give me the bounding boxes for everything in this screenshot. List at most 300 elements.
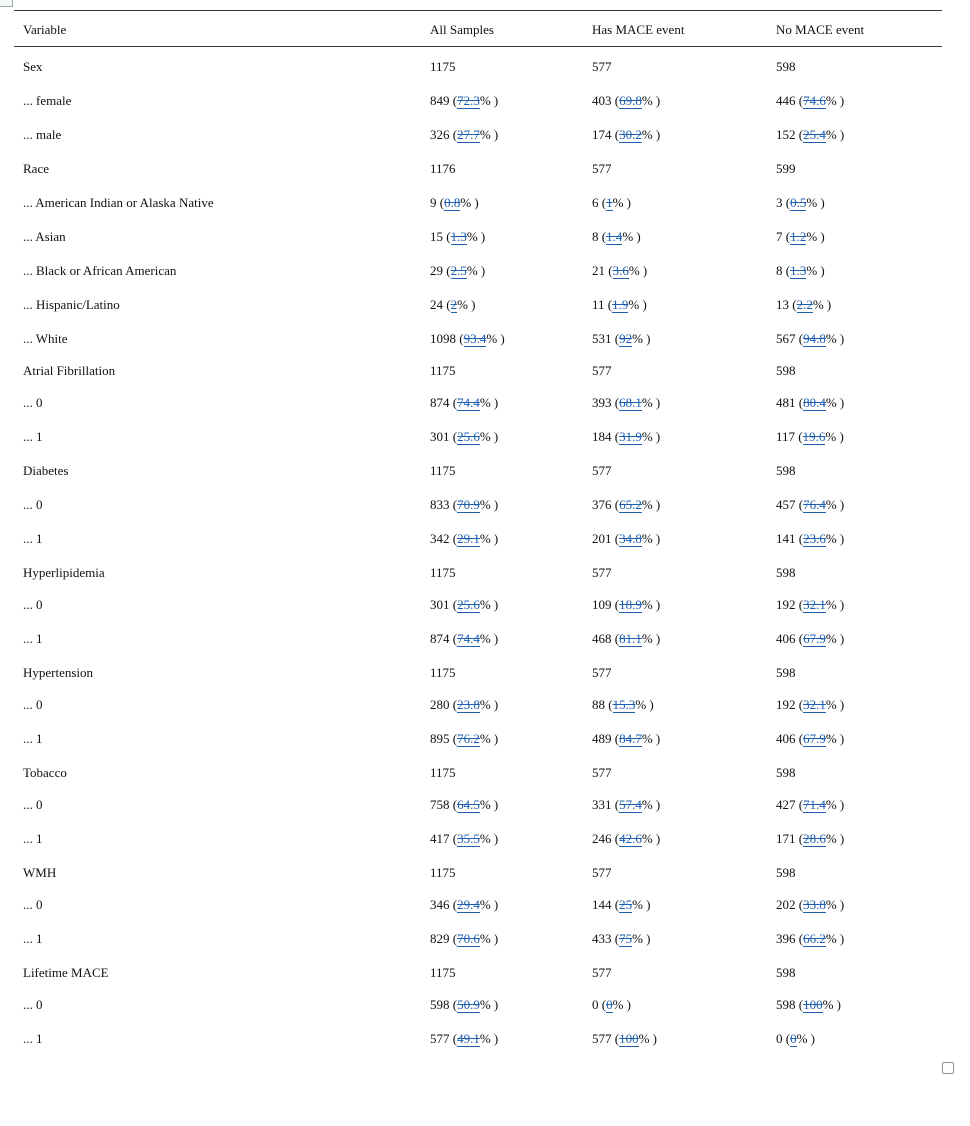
count-value: 531: [592, 331, 612, 346]
count-value: 9: [430, 195, 437, 210]
row-label: Tobacco: [23, 765, 67, 780]
percent-link[interactable]: 1.3: [450, 229, 467, 244]
count-value: 577: [592, 463, 612, 478]
pct-close-paren: % ): [612, 195, 632, 210]
row-label: Hyperlipidemia: [23, 565, 105, 580]
cell-has: [592, 228, 641, 245]
table-row: [14, 428, 942, 445]
percent-link[interactable]: 74.4: [457, 631, 480, 646]
percent-link[interactable]: 71.4: [803, 797, 826, 812]
percent-link[interactable]: 74.4: [457, 395, 480, 410]
percent-link[interactable]: 42.6: [619, 831, 642, 846]
cell-has: [592, 362, 612, 379]
pct-open-paren: (: [452, 531, 458, 546]
percent-link[interactable]: 35.5: [457, 831, 480, 846]
pct-open-paren: (: [785, 1031, 791, 1046]
count-value: 598: [430, 997, 450, 1012]
pct-close-paren: % ): [479, 497, 499, 512]
count-value: 577: [592, 363, 612, 378]
percent-link[interactable]: 23.6: [803, 531, 826, 546]
pct-close-paren: % ): [479, 831, 499, 846]
cell-all: [430, 160, 456, 177]
percent-link[interactable]: 100: [803, 997, 823, 1012]
pct-open-paren: (: [452, 631, 458, 646]
table-row: [14, 92, 942, 109]
percent-link[interactable]: 27.7: [457, 127, 480, 142]
percent-link[interactable]: 1.4: [606, 229, 623, 244]
pct-open-paren: (: [452, 897, 458, 912]
cell-has: [592, 764, 612, 781]
percent-link[interactable]: 2.2: [796, 297, 813, 312]
count-value: 446: [776, 93, 796, 108]
pct-close-paren: % ): [812, 297, 832, 312]
pct-close-paren: % ): [479, 797, 499, 812]
percent-link[interactable]: 0: [606, 997, 613, 1012]
percent-link[interactable]: 69.8: [619, 93, 642, 108]
count-value: 342: [430, 531, 450, 546]
pct-open-paren: (: [614, 631, 620, 646]
row-label: Diabetes: [23, 463, 69, 478]
count-value: 1175: [430, 463, 456, 478]
table-row: [14, 58, 942, 75]
pct-close-paren: % ): [479, 597, 499, 612]
count-value: 15: [430, 229, 443, 244]
count-value: 406: [776, 731, 796, 746]
pct-close-paren: % ): [825, 331, 845, 346]
pct-open-paren: (: [614, 597, 620, 612]
pct-open-paren: (: [452, 1031, 458, 1046]
pct-close-paren: % ): [622, 229, 641, 244]
cell-no: [776, 564, 796, 581]
cell-no: [776, 1030, 815, 1047]
pct-open-paren: (: [452, 597, 458, 612]
cell-no: [776, 964, 796, 981]
table-row: [14, 996, 942, 1013]
cell-has: [592, 896, 651, 913]
percent-link[interactable]: 100: [619, 1031, 639, 1046]
count-value: 3: [776, 195, 783, 210]
table-row: [14, 596, 942, 613]
cell-no: [776, 864, 796, 881]
cell-all: [430, 796, 498, 813]
pct-open-paren: (: [785, 263, 791, 278]
count-value: 833: [430, 497, 450, 512]
count-value: 577: [592, 161, 612, 176]
percent-link[interactable]: 2: [450, 297, 458, 312]
count-value: 21: [592, 263, 605, 278]
percent-link[interactable]: 93.4: [463, 331, 487, 346]
pct-close-paren: % ): [479, 897, 499, 912]
percent-link[interactable]: 30.2: [619, 127, 642, 142]
pct-close-paren: % ): [641, 429, 661, 444]
pct-open-paren: (: [798, 831, 804, 846]
count-value: 0: [776, 1031, 783, 1046]
percent-link[interactable]: 25.6: [457, 429, 480, 444]
count-value: 489: [592, 731, 612, 746]
cell-no: [776, 996, 841, 1013]
count-value: 598: [776, 765, 796, 780]
pct-close-paren: % ): [632, 897, 651, 912]
pct-open-paren: (: [798, 997, 804, 1012]
count-value: 29: [430, 263, 443, 278]
cell-no: [776, 730, 844, 747]
count-value: 326: [430, 127, 450, 142]
cell-all: [430, 764, 456, 781]
percent-link[interactable]: 1.3: [790, 263, 807, 278]
table-row: [14, 194, 942, 211]
percent-link[interactable]: 57.4: [619, 797, 642, 812]
count-value: 598: [776, 565, 796, 580]
percent-link[interactable]: 92: [619, 331, 633, 346]
row-label: ... 0: [23, 395, 43, 410]
pct-open-paren: (: [608, 263, 613, 278]
pct-close-paren: % ): [641, 797, 661, 812]
pct-close-paren: % ): [825, 497, 845, 512]
pct-close-paren: % ): [628, 297, 647, 312]
count-value: 8: [592, 229, 599, 244]
pct-close-paren: % ): [635, 697, 654, 712]
pct-close-paren: % ): [479, 531, 499, 546]
header-no-mace: No MACE event: [776, 22, 865, 37]
count-value: 403: [592, 93, 612, 108]
count-value: 109: [592, 597, 612, 612]
row-label: ... 0: [23, 497, 43, 512]
cell-no: [776, 930, 844, 947]
percent-link[interactable]: 23.8: [457, 697, 480, 712]
count-value: 567: [776, 331, 796, 346]
cell-no: [776, 262, 825, 279]
percent-link[interactable]: 70.6: [457, 931, 480, 946]
count-value: 1175: [430, 59, 456, 74]
pct-close-paren: % ): [641, 831, 661, 846]
table-row: [14, 664, 942, 681]
count-value: 13: [776, 297, 789, 312]
percent-link[interactable]: 31.9: [619, 429, 642, 444]
pct-close-paren: % ): [641, 395, 661, 410]
pct-close-paren: % ): [825, 597, 845, 612]
percent-link[interactable]: 33.8: [803, 897, 826, 912]
cell-all: [430, 262, 485, 279]
percent-link[interactable]: 19.6: [802, 429, 826, 444]
cell-no: [776, 796, 844, 813]
pct-open-paren: (: [614, 897, 620, 912]
percent-link[interactable]: 1.9: [612, 297, 629, 312]
count-value: 0: [592, 997, 599, 1012]
percent-link[interactable]: 0.8: [444, 195, 461, 210]
pct-close-paren: % ): [479, 997, 499, 1012]
pct-open-paren: (: [452, 931, 458, 946]
pct-open-paren: (: [446, 229, 451, 244]
percent-link[interactable]: 25.6: [457, 597, 480, 612]
pct-open-paren: (: [452, 497, 458, 512]
pct-open-paren: (: [798, 497, 804, 512]
table-row: [14, 496, 942, 513]
pct-close-paren: % ): [632, 331, 651, 346]
count-value: 468: [592, 631, 612, 646]
cell-has: [592, 630, 660, 647]
cell-all: [430, 630, 498, 647]
percent-link[interactable]: 1.2: [790, 229, 807, 244]
cell-all: [430, 930, 498, 947]
percent-link[interactable]: 74.6: [803, 93, 826, 108]
pct-open-paren: (: [785, 195, 791, 210]
cell-has: [592, 296, 647, 313]
cell-has: [592, 664, 612, 681]
pct-open-paren: (: [452, 93, 458, 108]
cell-no: [776, 596, 844, 613]
cell-all: [430, 362, 456, 379]
count-value: 1175: [430, 865, 456, 880]
count-value: 117: [776, 429, 796, 444]
percent-link[interactable]: 3.6: [612, 263, 629, 278]
count-value: 577: [430, 1031, 450, 1046]
percent-link[interactable]: 75: [619, 931, 633, 946]
cell-no: [776, 126, 844, 143]
pct-close-paren: % ): [825, 731, 845, 746]
count-value: 301: [430, 597, 450, 612]
row-label: ... 1: [23, 1031, 43, 1046]
pct-close-paren: % ): [641, 597, 661, 612]
table-row: [14, 394, 942, 411]
cell-no: [776, 330, 844, 347]
pct-open-paren: (: [614, 797, 620, 812]
table-row: [14, 1030, 942, 1047]
table-row: [14, 362, 942, 379]
pct-open-paren: (: [785, 229, 791, 244]
percent-link[interactable]: 15.3: [612, 697, 636, 712]
cell-has: [592, 864, 612, 881]
count-value: 457: [776, 497, 796, 512]
header-all-samples: All Samples: [430, 22, 494, 37]
cell-has: [592, 996, 631, 1013]
percent-link[interactable]: 49.1: [457, 1031, 480, 1046]
percent-link[interactable]: 1: [606, 195, 613, 210]
count-value: 174: [592, 127, 612, 142]
cell-no: [776, 496, 844, 513]
table-row: [14, 964, 942, 981]
cell-no: [776, 160, 796, 177]
pct-open-paren: (: [601, 195, 607, 210]
count-value: 481: [776, 395, 796, 410]
pct-close-paren: % ): [825, 697, 845, 712]
pct-open-paren: (: [798, 931, 804, 946]
pct-open-paren: (: [798, 395, 804, 410]
pct-open-paren: (: [452, 395, 458, 410]
cell-all: [430, 896, 498, 913]
count-value: 141: [776, 531, 796, 546]
percent-link[interactable]: 67.9: [803, 631, 826, 646]
cell-has: [592, 160, 612, 177]
cell-has: [592, 730, 660, 747]
count-value: 201: [592, 531, 612, 546]
percent-link[interactable]: 81.1: [619, 631, 642, 646]
cell-no: [776, 664, 796, 681]
cell-has: [592, 330, 651, 347]
cell-all: [430, 394, 498, 411]
percent-link[interactable]: 65.2: [619, 497, 642, 512]
cell-all: [430, 194, 479, 211]
pct-close-paren: % ): [796, 1031, 816, 1046]
percent-link[interactable]: 66.2: [803, 931, 826, 946]
cell-has: [592, 1030, 657, 1047]
percent-link[interactable]: 32.1: [803, 597, 826, 612]
pct-open-paren: (: [607, 297, 613, 312]
pct-close-paren: % ): [628, 263, 648, 278]
count-value: 1175: [430, 565, 456, 580]
row-label: WMH: [23, 865, 57, 880]
pct-open-paren: (: [798, 631, 804, 646]
cell-all: [430, 564, 456, 581]
cell-has: [592, 394, 660, 411]
percent-link[interactable]: 76.4: [803, 497, 826, 512]
count-value: 598: [776, 997, 796, 1012]
row-label: Sex: [23, 59, 43, 74]
pct-open-paren: (: [798, 797, 804, 812]
cell-has: [592, 530, 660, 547]
percent-link[interactable]: 25.4: [803, 127, 826, 142]
cell-no: [776, 58, 796, 75]
pct-open-paren: (: [798, 697, 804, 712]
percent-link[interactable]: 29.1: [457, 531, 480, 546]
pct-open-paren: (: [798, 93, 804, 108]
cell-has: [592, 58, 612, 75]
cell-no: [776, 428, 844, 445]
table-row: [14, 462, 942, 479]
table-row: [14, 764, 942, 781]
table-row: [14, 930, 942, 947]
percent-link[interactable]: 94.8: [803, 331, 826, 346]
count-value: 11: [592, 297, 605, 312]
pct-close-paren: % ): [825, 429, 844, 444]
percent-link[interactable]: 25: [619, 897, 633, 912]
pct-open-paren: (: [608, 697, 613, 712]
pct-open-paren: (: [452, 429, 458, 444]
pct-close-paren: % ): [632, 931, 651, 946]
cell-has: [592, 930, 651, 947]
cell-has: [592, 194, 631, 211]
pct-open-paren: (: [798, 531, 804, 546]
count-value: 1175: [430, 665, 456, 680]
pct-close-paren: % ): [825, 395, 845, 410]
cell-all: [430, 428, 498, 445]
pct-open-paren: (: [798, 597, 804, 612]
count-value: 598: [776, 463, 796, 478]
percent-link[interactable]: 50.9: [457, 997, 480, 1012]
row-label: ... 0: [23, 797, 43, 812]
count-value: 874: [430, 395, 450, 410]
cell-all: [430, 296, 476, 313]
pct-close-paren: % ): [641, 497, 661, 512]
row-label: ... 1: [23, 731, 43, 746]
cell-no: [776, 228, 825, 245]
count-value: 192: [776, 597, 796, 612]
percent-link[interactable]: 29.4: [457, 897, 480, 912]
pct-close-paren: % ): [825, 797, 845, 812]
percent-link[interactable]: 76.2: [457, 731, 480, 746]
percent-link[interactable]: 80.4: [803, 395, 826, 410]
cell-all: [430, 830, 498, 847]
pct-close-paren: % ): [466, 263, 486, 278]
row-label: ... 0: [23, 597, 43, 612]
percent-link[interactable]: 0.5: [790, 195, 807, 210]
pct-open-paren: (: [614, 127, 620, 142]
row-label: ... Hispanic/Latino: [23, 297, 120, 312]
pct-open-paren: (: [614, 531, 620, 546]
pct-open-paren: (: [452, 997, 458, 1012]
cell-has: [592, 428, 660, 445]
table-row: [14, 796, 942, 813]
count-value: 184: [592, 429, 612, 444]
count-value: 577: [592, 59, 612, 74]
count-value: 88: [592, 697, 605, 712]
count-value: 577: [592, 965, 612, 980]
pct-open-paren: (: [614, 331, 620, 346]
count-value: 849: [430, 93, 450, 108]
count-value: 171: [776, 831, 796, 846]
percent-link[interactable]: 64.5: [457, 797, 480, 812]
percent-link[interactable]: 28.6: [803, 831, 826, 846]
count-value: 895: [430, 731, 450, 746]
percent-link[interactable]: 84.7: [619, 731, 642, 746]
percent-link[interactable]: 68.1: [619, 395, 642, 410]
pct-close-paren: % ): [479, 931, 499, 946]
pct-open-paren: (: [459, 331, 464, 346]
count-value: 280: [430, 697, 450, 712]
count-value: 829: [430, 931, 450, 946]
pct-open-paren: (: [614, 429, 620, 444]
pct-open-paren: (: [798, 429, 803, 444]
pct-close-paren: % ): [486, 331, 505, 346]
row-label: ... 0: [23, 697, 43, 712]
count-value: 7: [776, 229, 783, 244]
cell-no: [776, 394, 844, 411]
percent-link[interactable]: 34.8: [619, 531, 642, 546]
percent-link[interactable]: 2.5: [450, 263, 467, 278]
cell-has: [592, 462, 612, 479]
cell-no: [776, 462, 796, 479]
table-row: [14, 296, 942, 313]
percent-link[interactable]: 67.9: [803, 731, 826, 746]
pct-open-paren: (: [452, 731, 458, 746]
percent-link[interactable]: 18.9: [619, 597, 642, 612]
table-header-row: [14, 11, 942, 46]
pct-open-paren: (: [601, 997, 607, 1012]
pct-close-paren: % ): [641, 93, 661, 108]
percent-link[interactable]: 0: [790, 1031, 797, 1046]
row-label: Atrial Fibrillation: [23, 363, 116, 378]
table-row: [14, 228, 942, 245]
cell-all: [430, 228, 485, 245]
count-value: 376: [592, 497, 612, 512]
cell-all: [430, 92, 498, 109]
percent-link[interactable]: 70.9: [457, 497, 480, 512]
pct-close-paren: % ): [638, 1031, 658, 1046]
percent-link[interactable]: 32.1: [803, 697, 826, 712]
pct-close-paren: % ): [806, 195, 825, 210]
count-value: 427: [776, 797, 796, 812]
cell-all: [430, 696, 498, 713]
pct-close-paren: % ): [641, 731, 661, 746]
pct-open-paren: (: [446, 297, 451, 312]
pct-close-paren: % ): [825, 631, 845, 646]
count-value: 417: [430, 831, 450, 846]
pct-close-paren: % ): [825, 831, 845, 846]
row-label: ... male: [23, 127, 62, 142]
percent-link[interactable]: 72.3: [457, 93, 480, 108]
resize-handle[interactable]: [942, 1062, 954, 1074]
table-body: [14, 47, 942, 1060]
pct-open-paren: (: [614, 931, 620, 946]
